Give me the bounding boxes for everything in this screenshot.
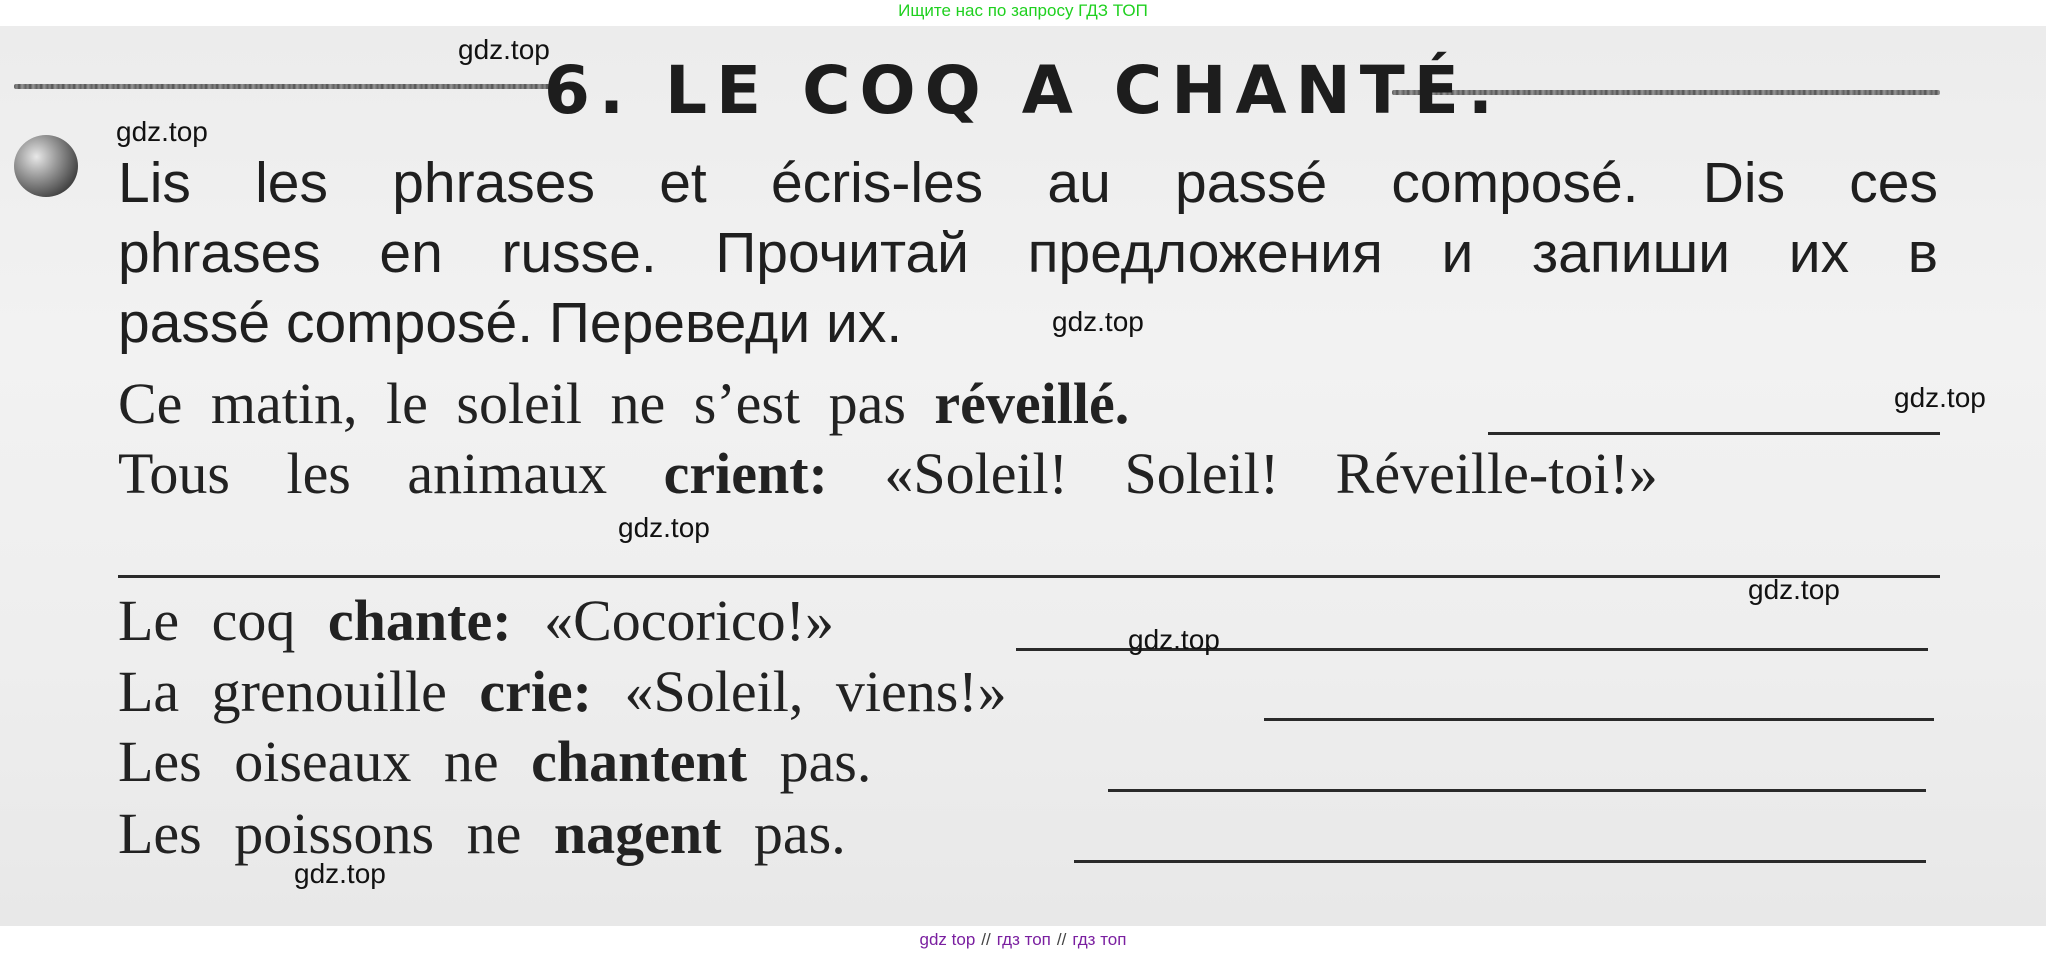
sentence-6-rest: pas. <box>721 801 846 866</box>
sentence-3-rest: «Cocorico!» <box>511 588 834 653</box>
sentence-3-text: Le coq <box>118 588 328 653</box>
sentence-1-text: Ce matin, le soleil ne s’est pas <box>118 371 935 436</box>
answer-line-6[interactable] <box>1074 860 1926 863</box>
exercise-bullet-icon <box>14 135 78 197</box>
sentence-4 <box>118 658 1007 725</box>
watermark: gdz.top <box>618 512 710 543</box>
sentence-2-rest: «Soleil! Soleil! Réveille-toi!» <box>827 441 1658 506</box>
instruction-line-1: Lis les phrases et écris-les au passé composé. Dis ces <box>118 151 1938 215</box>
watermark: gdz.top <box>1052 306 1144 337</box>
watermark: gdz.top <box>1894 382 1986 413</box>
answer-line-2[interactable] <box>118 575 1940 578</box>
sentence-5-verb: chantent <box>531 729 748 794</box>
sentence-6-text: Les poissons ne <box>118 801 554 866</box>
sentence-4-verb: crie: <box>479 659 592 724</box>
footer-separator: // <box>981 930 991 949</box>
watermark: gdz.top <box>1748 574 1840 605</box>
sentence-6 <box>118 800 846 867</box>
footer-separator: // <box>1056 930 1067 949</box>
answer-line-5[interactable] <box>1108 789 1926 792</box>
sentence-1-verb: réveillé. <box>934 371 1130 436</box>
sentence-3 <box>118 587 834 654</box>
sentence-5 <box>118 728 871 795</box>
sentence-1 <box>118 370 1129 437</box>
sentence-3-verb: chante: <box>327 588 512 653</box>
sentence-2-text: Tous les animaux <box>118 441 664 506</box>
footer-link-2[interactable]: гдз топ <box>996 930 1051 949</box>
exercise-title: 6. LE COQ A CHANTÉ. <box>544 52 1502 129</box>
footer-link-1[interactable]: gdz top <box>919 930 976 949</box>
answer-line-1[interactable] <box>1488 432 1940 435</box>
sentence-5-text: Les oiseaux ne <box>118 729 532 794</box>
watermark: gdz.top <box>116 116 208 147</box>
watermark: gdz.top <box>294 858 386 889</box>
sentence-5-rest: pas. <box>747 729 872 794</box>
search-banner[interactable]: Ищите нас по запросу ГДЗ ТОП <box>898 1 1148 20</box>
sentence-2 <box>118 440 1658 507</box>
sentence-4-text: La grenouille <box>118 659 480 724</box>
sentence-6-verb: nagent <box>553 801 722 866</box>
watermark: gdz.top <box>1128 624 1220 655</box>
sentence-4-rest: «Soleil, viens!» <box>592 659 1007 724</box>
footer-links <box>0 930 2046 950</box>
instruction-line-3: passé composé. Переведи их. <box>118 291 903 355</box>
watermark: gdz.top <box>458 34 550 65</box>
instruction-line-2: phrases en russe. Прочитай предложения и запиши их в <box>118 221 1938 285</box>
answer-line-4[interactable] <box>1264 718 1934 721</box>
sentence-2-verb: crient: <box>663 441 828 506</box>
footer-link-3[interactable]: гдз топ <box>1072 930 1127 949</box>
